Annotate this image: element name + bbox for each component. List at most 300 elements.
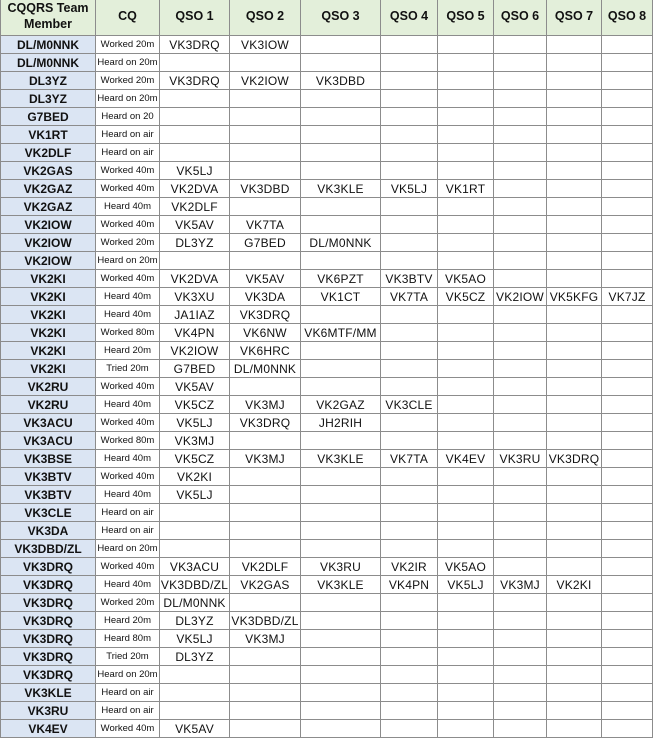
qso-cell (494, 378, 547, 396)
table-row (1, 396, 653, 414)
qso-cell (301, 108, 381, 126)
qso-cell: VK3DBD/ZL (231, 613, 299, 628)
qso-cell: VK7TA (230, 216, 301, 234)
qso-cell (160, 252, 230, 270)
qso-cell: VK3MJ (230, 630, 301, 648)
qso-cell: VK3MJ (494, 576, 547, 594)
qso-cell (230, 198, 301, 216)
qso-cell (547, 90, 602, 108)
qso-cell (381, 720, 438, 738)
table-row (1, 378, 653, 396)
qso-cell: VK5LJ (381, 180, 438, 198)
cq-cell: Heard on 20m (96, 540, 160, 558)
header-qso-5: QSO 5 (438, 0, 494, 36)
cq-cell: Heard on air (96, 144, 160, 162)
cq-cell: Heard on air (96, 504, 160, 522)
qso-cell (494, 612, 547, 630)
table-row (1, 72, 653, 90)
qso-cell (602, 648, 653, 666)
qso-cell (547, 198, 602, 216)
table-row (1, 216, 653, 234)
cq-cell: Heard 40m (96, 576, 160, 594)
qso-cell: VK3MJ (230, 450, 301, 468)
qso-cell (160, 144, 230, 162)
cq-cell: Heard on air (96, 702, 160, 720)
header-qso-2: QSO 2 (230, 0, 301, 36)
qso-cell (381, 702, 438, 720)
table-row (1, 270, 653, 288)
qso-cell (494, 540, 547, 558)
qso-cell: VK2IOW (160, 342, 230, 360)
table-row (1, 252, 653, 270)
qso-cell (494, 54, 547, 72)
cq-cell: Tried 20m (96, 648, 160, 666)
cq-cell: Worked 20m (96, 36, 160, 54)
table-row (1, 54, 653, 72)
qso-cell (438, 54, 494, 72)
qso-cell (230, 504, 301, 522)
qso-cell (494, 72, 547, 90)
qso-cell (381, 504, 438, 522)
member-cell: VK3DRQ (1, 648, 96, 666)
qso-cell: VK3MJ (160, 432, 230, 450)
cq-cell: Worked 40m (96, 216, 160, 234)
member-cell: DL3YZ (1, 72, 96, 90)
table-row (1, 468, 653, 486)
qso-cell (547, 234, 602, 252)
qso-cell: VK3ACU (160, 558, 230, 576)
qso-cell (547, 702, 602, 720)
qso-cell (547, 396, 602, 414)
qso-cell (381, 378, 438, 396)
member-cell: VK3DRQ (1, 594, 96, 612)
qso-cell (494, 198, 547, 216)
table-row (1, 450, 653, 468)
qso-cell (602, 396, 653, 414)
qso-cell (230, 486, 301, 504)
qso-cell (160, 684, 230, 702)
qso-cell (381, 252, 438, 270)
qso-cell (230, 594, 301, 612)
qso-cell (494, 360, 547, 378)
cq-cell: Heard 40m (96, 198, 160, 216)
qso-cell (494, 126, 547, 144)
member-cell: VK2IOW (1, 234, 96, 252)
qso-cell (381, 468, 438, 486)
member-cell: VK2IOW (1, 216, 96, 234)
qso-cell (602, 234, 653, 252)
qso-cell (494, 216, 547, 234)
qso-cell (381, 72, 438, 90)
cq-cell: Heard 40m (96, 306, 160, 324)
qso-cell (547, 594, 602, 612)
member-cell: VK4EV (1, 720, 96, 738)
qso-cell (494, 648, 547, 666)
cq-cell: Heard on 20m (96, 666, 160, 684)
qso-cell (301, 594, 381, 612)
header-cq: CQ (96, 0, 160, 36)
qso-cell: VK3DBD (230, 180, 301, 198)
qso-cell (381, 234, 438, 252)
qso-cell (602, 72, 653, 90)
member-cell: VK2IOW (1, 252, 96, 270)
qso-cell (494, 630, 547, 648)
qso-cell (602, 414, 653, 432)
qso-cell (301, 306, 381, 324)
qso-cell (494, 396, 547, 414)
cq-cell: Worked 40m (96, 468, 160, 486)
qso-cell (301, 90, 381, 108)
qso-cell (301, 486, 381, 504)
qso-cell (602, 594, 653, 612)
qso-cell (438, 198, 494, 216)
qso-cell (438, 522, 494, 540)
qso-cell (602, 108, 653, 126)
qso-cell: VK5AV (160, 216, 230, 234)
qso-cell (602, 90, 653, 108)
qso-cell (381, 432, 438, 450)
qso-cell (438, 630, 494, 648)
qso-cell (602, 468, 653, 486)
qso-cell (381, 594, 438, 612)
qso-cell: VK2DLF (160, 198, 230, 216)
qso-cell (547, 648, 602, 666)
table-row (1, 342, 653, 360)
cq-cell: Worked 20m (96, 594, 160, 612)
qso-cell (381, 216, 438, 234)
qso-cell (438, 306, 494, 324)
qso-cell (602, 126, 653, 144)
table-row (1, 540, 653, 558)
qso-cell (438, 126, 494, 144)
qso-cell (230, 108, 301, 126)
table-row (1, 288, 653, 306)
member-cell: VK2RU (1, 378, 96, 396)
qso-cell (438, 684, 494, 702)
qso-cell (438, 504, 494, 522)
qso-cell (547, 216, 602, 234)
qso-cell (301, 504, 381, 522)
qso-cell (301, 360, 381, 378)
member-cell: VK3DRQ (1, 558, 96, 576)
header-team-member: CQQRS Team Member (1, 0, 96, 36)
qso-cell (438, 486, 494, 504)
qso-cell: VK2IR (381, 558, 438, 576)
qso-cell: DL3YZ (160, 612, 230, 630)
qso-cell (602, 198, 653, 216)
qso-cell (602, 342, 653, 360)
qso-cell (547, 306, 602, 324)
qso-cell (602, 540, 653, 558)
member-cell: DL/M0NNK (1, 54, 96, 72)
qso-cell: VK2KI (160, 468, 230, 486)
qso-cell: VK4PN (160, 324, 230, 342)
qso-cell: DL/M0NNK (301, 234, 381, 252)
qso-cell: VK5CZ (160, 396, 230, 414)
qso-cell (602, 666, 653, 684)
member-cell: VK2RU (1, 396, 96, 414)
cq-cell: Heard 80m (96, 630, 160, 648)
qso-cell (438, 252, 494, 270)
qso-cell (602, 612, 653, 630)
qso-cell (381, 684, 438, 702)
qso-cell (230, 432, 301, 450)
qso-cell (230, 666, 301, 684)
header-qso-1: QSO 1 (160, 0, 230, 36)
qso-cell (547, 666, 602, 684)
qso-cell: DL3YZ (160, 648, 230, 666)
table-row (1, 126, 653, 144)
qso-cell (438, 360, 494, 378)
qso-cell (602, 684, 653, 702)
member-cell: VK3DA (1, 522, 96, 540)
qso-cell (602, 216, 653, 234)
member-cell: VK3ACU (1, 414, 96, 432)
qso-cell (438, 72, 494, 90)
qso-cell: VK3DRQ (230, 306, 301, 324)
member-cell: VK2KI (1, 288, 96, 306)
member-cell: VK3DRQ (1, 576, 96, 594)
cq-cell: Heard 20m (96, 342, 160, 360)
member-cell: VK3ACU (1, 432, 96, 450)
qso-cell: VK7TA (381, 450, 438, 468)
cq-cell: Worked 80m (96, 432, 160, 450)
qso-cell (381, 144, 438, 162)
cq-cell: Heard on air (96, 126, 160, 144)
qso-cell (494, 144, 547, 162)
qso-cell (547, 378, 602, 396)
member-cell: G7BED (1, 108, 96, 126)
qso-cell (230, 126, 301, 144)
qso-cell: VK2DVA (160, 180, 230, 198)
qso-cell (301, 216, 381, 234)
qso-cell (494, 558, 547, 576)
qso-cell: VK3DRQ (160, 36, 230, 54)
qso-cell: JH2RIH (301, 414, 381, 432)
qso-cell (301, 162, 381, 180)
member-cell: DL3YZ (1, 90, 96, 108)
qso-cell (547, 144, 602, 162)
qso-cell: VK6HRC (230, 342, 301, 360)
qso-cell (602, 180, 653, 198)
table-row (1, 162, 653, 180)
qso-cell (381, 630, 438, 648)
qso-cell (547, 180, 602, 198)
qso-cell (547, 504, 602, 522)
qso-cell (381, 324, 438, 342)
qso-cell (547, 162, 602, 180)
qso-cell: VK3IOW (230, 36, 301, 54)
member-cell: VK2KI (1, 270, 96, 288)
member-cell: VK2DLF (1, 144, 96, 162)
qso-cell (547, 522, 602, 540)
qso-cell (494, 684, 547, 702)
member-cell: VK2GAZ (1, 180, 96, 198)
qso-cell (547, 270, 602, 288)
qso-cell (381, 126, 438, 144)
qso-cell (602, 720, 653, 738)
qso-cell: VK3DBD/ZL (160, 577, 229, 592)
qso-cell (547, 684, 602, 702)
table-row (1, 666, 653, 684)
qso-cell (494, 414, 547, 432)
table-row (1, 486, 653, 504)
qso-cell (494, 522, 547, 540)
qso-cell (381, 360, 438, 378)
qso-cell (547, 126, 602, 144)
qso-cell (160, 540, 230, 558)
qso-cell (438, 414, 494, 432)
qso-cell (301, 252, 381, 270)
member-cell: VK2GAS (1, 162, 96, 180)
qso-cell: VK7TA (381, 288, 438, 306)
qso-cell: VK7JZ (602, 288, 653, 306)
member-cell: VK2GAZ (1, 198, 96, 216)
member-cell: VK3BTV (1, 468, 96, 486)
qso-cell: VK3KLE (301, 450, 381, 468)
table-row (1, 648, 653, 666)
qso-cell: VK2GAS (230, 576, 301, 594)
qso-cell (547, 108, 602, 126)
qso-cell (547, 630, 602, 648)
qso-cell: VK3KLE (301, 180, 381, 198)
qso-cell (301, 342, 381, 360)
qso-cell: VK3BTV (381, 270, 438, 288)
qso-cell (602, 522, 653, 540)
cq-cell: Worked 40m (96, 414, 160, 432)
cq-cell: Heard 40m (96, 486, 160, 504)
qso-cell (494, 486, 547, 504)
qso-cell (301, 126, 381, 144)
qso-cell (438, 432, 494, 450)
qso-cell: DL/M0NNK (230, 360, 301, 378)
qso-cell (438, 648, 494, 666)
cq-cell: Worked 40m (96, 270, 160, 288)
qso-cell (230, 378, 301, 396)
qso-cell (230, 684, 301, 702)
member-cell: VK1RT (1, 126, 96, 144)
qso-cell (547, 36, 602, 54)
qso-cell (602, 558, 653, 576)
table-row (1, 630, 653, 648)
qso-cell: VK5LJ (160, 162, 230, 180)
table-row (1, 36, 653, 54)
qso-cell (438, 594, 494, 612)
qso-cell (602, 576, 653, 594)
header-qso-6: QSO 6 (494, 0, 547, 36)
qso-cell: VK5CZ (438, 288, 494, 306)
header-qso-4: QSO 4 (381, 0, 438, 36)
qso-cell (494, 162, 547, 180)
qso-cell (381, 54, 438, 72)
qso-cell (494, 702, 547, 720)
qso-cell (438, 36, 494, 54)
cq-cell: Heard on air (96, 684, 160, 702)
member-cell: VK3BSE (1, 450, 96, 468)
table-row (1, 324, 653, 342)
qso-cell: VK2IOW (230, 72, 301, 90)
member-cell: DL/M0NNK (1, 36, 96, 54)
qso-cell: VK5AO (438, 558, 494, 576)
qso-cell (494, 324, 547, 342)
qso-cell (547, 540, 602, 558)
qso-cell (547, 342, 602, 360)
qso-cell (301, 630, 381, 648)
qso-cell (602, 504, 653, 522)
qso-cell (160, 108, 230, 126)
member-cell: VK3DRQ (1, 612, 96, 630)
qso-cell (381, 198, 438, 216)
qso-cell (301, 522, 381, 540)
qso-cell: VK3DBD (301, 72, 381, 90)
qso-cell (230, 720, 301, 738)
table-row (1, 414, 653, 432)
qso-cell (301, 702, 381, 720)
qso-cell: VK6MTF/MM (301, 324, 381, 342)
qso-cell (494, 180, 547, 198)
qso-cell (438, 720, 494, 738)
qso-cell: VK4EV (438, 450, 494, 468)
qso-cell (547, 486, 602, 504)
qso-cell: VK5AO (438, 270, 494, 288)
qso-cell (438, 378, 494, 396)
header-qso-7: QSO 7 (547, 0, 602, 36)
table-row (1, 90, 653, 108)
table-row (1, 558, 653, 576)
qso-cell (160, 504, 230, 522)
qso-cell (438, 612, 494, 630)
table-row (1, 432, 653, 450)
qso-cell: JA1IAZ (160, 306, 230, 324)
qso-cell (230, 90, 301, 108)
table-row (1, 360, 653, 378)
table-row (1, 144, 653, 162)
qso-cell (381, 666, 438, 684)
qso-cell: G7BED (230, 234, 301, 252)
cq-cell: Heard 40m (96, 450, 160, 468)
qso-cell (160, 522, 230, 540)
qso-cell (547, 468, 602, 486)
cq-cell: Heard on air (96, 522, 160, 540)
qso-cell (230, 162, 301, 180)
qso-cell (547, 720, 602, 738)
qso-cell (494, 720, 547, 738)
qso-cell (494, 252, 547, 270)
qso-cell (230, 252, 301, 270)
qso-cell (602, 378, 653, 396)
qso-cell (547, 54, 602, 72)
qso-cell: VK1RT (438, 180, 494, 198)
qso-cell (301, 378, 381, 396)
qso-cell (438, 324, 494, 342)
qso-cell: VK2DVA (160, 270, 230, 288)
member-cell: VK3DBD/ZL (1, 540, 96, 558)
qso-cell: G7BED (160, 360, 230, 378)
qso-cell (301, 36, 381, 54)
cq-cell: Worked 40m (96, 180, 160, 198)
member-cell: VK3DRQ (1, 630, 96, 648)
cq-cell: Heard on 20 (96, 108, 160, 126)
qso-cell (230, 702, 301, 720)
qso-cell: DL/M0NNK (160, 594, 230, 612)
qso-cell (381, 36, 438, 54)
qso-cell (230, 540, 301, 558)
qso-cell (438, 666, 494, 684)
member-cell: VK3KLE (1, 684, 96, 702)
qso-cell (494, 234, 547, 252)
qso-cell: VK5KFG (547, 288, 602, 306)
qso-cell (438, 162, 494, 180)
